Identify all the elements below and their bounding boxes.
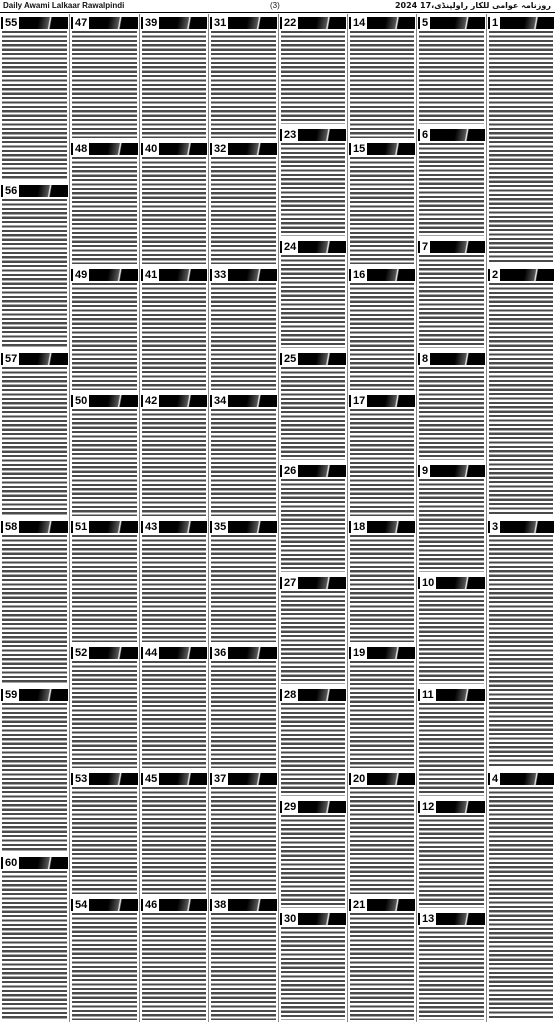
column-7 bbox=[416, 14, 486, 1022]
column-6 bbox=[347, 14, 416, 1022]
ad-number-banner bbox=[141, 395, 207, 407]
ad-number: 45 bbox=[145, 773, 158, 785]
ad-number: 41 bbox=[145, 269, 158, 281]
ad-number: 39 bbox=[145, 17, 158, 29]
ad-number: 50 bbox=[75, 395, 88, 407]
ad-text-lines bbox=[72, 283, 137, 390]
ad-number-banner bbox=[349, 899, 415, 911]
ad-number-banner bbox=[418, 801, 485, 813]
ad-number: 19 bbox=[353, 647, 366, 659]
ad-number: 1 bbox=[492, 17, 499, 29]
ad-text-lines bbox=[281, 591, 345, 684]
column-4 bbox=[208, 14, 278, 1022]
classified-ad bbox=[0, 686, 69, 854]
classified-ad bbox=[0, 182, 69, 350]
ad-number-banner bbox=[141, 899, 207, 911]
ad-text-lines bbox=[2, 871, 67, 1020]
ad-number-banner bbox=[349, 143, 415, 155]
classified-ad bbox=[487, 266, 555, 518]
column-1 bbox=[0, 14, 69, 1022]
ad-number-banner bbox=[71, 269, 138, 281]
classified-ad bbox=[279, 910, 347, 1022]
ad-text-lines bbox=[419, 367, 484, 460]
ad-number: 32 bbox=[214, 143, 227, 155]
ad-number: 51 bbox=[75, 521, 88, 533]
ad-text-lines bbox=[211, 535, 276, 642]
classified-ad bbox=[348, 140, 416, 266]
classified-ad bbox=[209, 896, 278, 1022]
ad-text-lines bbox=[2, 703, 67, 852]
classified-ad bbox=[140, 644, 208, 770]
classified-ad bbox=[209, 392, 278, 518]
classified-ad bbox=[417, 238, 486, 350]
ad-text-lines bbox=[350, 787, 414, 894]
ad-number: 49 bbox=[75, 269, 88, 281]
ad-number-banner bbox=[488, 269, 554, 281]
ad-number-banner bbox=[71, 143, 138, 155]
classified-ad bbox=[279, 686, 347, 798]
ad-number: 10 bbox=[422, 577, 435, 589]
ad-number: 20 bbox=[353, 773, 366, 785]
ad-text-lines bbox=[211, 157, 276, 264]
classified-ad bbox=[417, 574, 486, 686]
classified-ad bbox=[0, 14, 69, 182]
ad-number: 58 bbox=[5, 521, 18, 533]
ad-number: 33 bbox=[214, 269, 227, 281]
ad-text-lines bbox=[142, 31, 206, 138]
classified-ad bbox=[70, 266, 139, 392]
ad-number: 55 bbox=[5, 17, 18, 29]
ad-text-lines bbox=[350, 913, 414, 1020]
ad-number-banner bbox=[280, 465, 346, 477]
ad-number: 37 bbox=[214, 773, 227, 785]
ad-number-banner bbox=[1, 17, 68, 29]
ad-number-banner bbox=[280, 801, 346, 813]
ad-number: 14 bbox=[353, 17, 366, 29]
classified-ad bbox=[140, 266, 208, 392]
ad-text-lines bbox=[281, 703, 345, 796]
classified-ad bbox=[279, 238, 347, 350]
classified-ad bbox=[140, 518, 208, 644]
ad-text-lines bbox=[281, 255, 345, 348]
newspaper-title: Daily Awami Lalkaar Rawalpindi bbox=[3, 1, 125, 10]
ad-number: 42 bbox=[145, 395, 158, 407]
header-rule bbox=[0, 12, 555, 13]
column-5 bbox=[278, 14, 347, 1022]
ad-number: 11 bbox=[422, 689, 434, 701]
page-header bbox=[0, 0, 555, 12]
ad-number: 46 bbox=[145, 899, 158, 911]
ad-number-banner bbox=[488, 773, 554, 785]
ad-number-banner bbox=[418, 241, 485, 253]
ad-number-banner bbox=[349, 647, 415, 659]
ad-number: 54 bbox=[75, 899, 88, 911]
classified-ad bbox=[279, 126, 347, 238]
ad-text-lines bbox=[211, 409, 276, 516]
ad-text-lines bbox=[2, 31, 67, 180]
ad-text-lines bbox=[419, 591, 484, 684]
ad-text-lines bbox=[419, 255, 484, 348]
ad-number-banner bbox=[488, 521, 554, 533]
ad-number-banner bbox=[210, 773, 277, 785]
ad-number-banner bbox=[71, 899, 138, 911]
ad-number-banner bbox=[1, 857, 68, 869]
ad-number: 40 bbox=[145, 143, 158, 155]
ad-number: 12 bbox=[422, 801, 435, 813]
ad-text-lines bbox=[211, 913, 276, 1020]
classified-ad bbox=[417, 798, 486, 910]
ad-text-lines bbox=[142, 913, 206, 1020]
classified-ad bbox=[70, 518, 139, 644]
ad-text-lines bbox=[281, 367, 345, 460]
ad-number: 27 bbox=[284, 577, 297, 589]
ad-number: 9 bbox=[422, 465, 429, 477]
classified-ad bbox=[209, 140, 278, 266]
ad-number-banner bbox=[418, 577, 485, 589]
classified-ad bbox=[348, 14, 416, 140]
ad-number: 4 bbox=[492, 773, 499, 785]
ad-number-banner bbox=[418, 353, 485, 365]
ad-text-lines bbox=[72, 157, 137, 264]
ad-text-lines bbox=[142, 787, 206, 894]
ad-text-lines bbox=[350, 31, 414, 138]
ad-number: 18 bbox=[353, 521, 366, 533]
ad-number: 47 bbox=[75, 17, 88, 29]
classified-ad bbox=[487, 14, 555, 266]
ad-text-lines bbox=[72, 535, 137, 642]
classified-ad bbox=[140, 140, 208, 266]
ad-number: 3 bbox=[492, 521, 499, 533]
classified-ad bbox=[348, 896, 416, 1022]
ad-text-lines bbox=[350, 283, 414, 390]
ad-number-banner bbox=[1, 689, 68, 701]
ad-text-lines bbox=[72, 913, 137, 1020]
ad-number: 59 bbox=[5, 689, 18, 701]
ad-number: 48 bbox=[75, 143, 88, 155]
ad-text-lines bbox=[281, 31, 345, 124]
classified-ad bbox=[279, 798, 347, 910]
ad-number: 23 bbox=[284, 129, 297, 141]
ad-number-banner bbox=[418, 913, 485, 925]
ad-number-banner bbox=[141, 521, 207, 533]
ad-number: 15 bbox=[353, 143, 366, 155]
ad-number: 22 bbox=[284, 17, 297, 29]
ad-text-lines bbox=[489, 535, 553, 768]
ad-text-lines bbox=[281, 479, 345, 572]
ad-number: 16 bbox=[353, 269, 366, 281]
ad-text-lines bbox=[419, 31, 484, 124]
ad-text-lines bbox=[419, 143, 484, 236]
ad-number: 56 bbox=[5, 185, 18, 197]
ad-text-lines bbox=[72, 31, 137, 138]
ad-number: 24 bbox=[284, 241, 297, 253]
ad-number-banner bbox=[280, 17, 346, 29]
ad-number-banner bbox=[349, 269, 415, 281]
ad-text-lines bbox=[419, 927, 484, 1020]
ad-number: 26 bbox=[284, 465, 297, 477]
ad-number: 53 bbox=[75, 773, 88, 785]
ad-text-lines bbox=[72, 787, 137, 894]
ad-number: 13 bbox=[422, 913, 435, 925]
ad-number-banner bbox=[210, 647, 277, 659]
ad-number: 8 bbox=[422, 353, 429, 365]
ad-number: 6 bbox=[422, 129, 429, 141]
ad-number-banner bbox=[141, 17, 207, 29]
column-8 bbox=[486, 14, 555, 1022]
classified-ad bbox=[279, 574, 347, 686]
ad-number: 21 bbox=[353, 899, 366, 911]
ad-text-lines bbox=[350, 409, 414, 516]
ad-text-lines bbox=[72, 661, 137, 768]
ad-text-lines bbox=[142, 283, 206, 390]
ad-text-lines bbox=[2, 199, 67, 348]
ad-number-banner bbox=[280, 689, 346, 701]
classified-ad bbox=[279, 462, 347, 574]
classified-ad bbox=[417, 14, 486, 126]
classified-ad bbox=[417, 686, 486, 798]
ad-text-lines bbox=[281, 815, 345, 908]
ad-number: 7 bbox=[422, 241, 429, 253]
ad-text-lines bbox=[142, 409, 206, 516]
ad-number: 17 bbox=[353, 395, 366, 407]
ad-number-banner bbox=[71, 647, 138, 659]
classified-ad bbox=[348, 518, 416, 644]
ad-number: 60 bbox=[5, 857, 18, 869]
urdu-masthead-date: روزنامہ عوامی للکار راولپنڈی،17 2024 bbox=[394, 1, 551, 10]
classified-ad bbox=[140, 14, 208, 140]
ad-number: 44 bbox=[145, 647, 158, 659]
column-2 bbox=[69, 14, 139, 1022]
ad-number-banner bbox=[71, 521, 138, 533]
ad-number-banner bbox=[349, 395, 415, 407]
classified-ad bbox=[70, 644, 139, 770]
ad-number-banner bbox=[418, 689, 485, 701]
page-number: (3) bbox=[270, 1, 280, 10]
classified-ad bbox=[209, 770, 278, 896]
classified-ad bbox=[348, 266, 416, 392]
ad-number-banner bbox=[280, 241, 346, 253]
ad-text-lines bbox=[142, 535, 206, 642]
ad-number: 36 bbox=[214, 647, 227, 659]
ad-number: 2 bbox=[492, 269, 499, 281]
ad-text-lines bbox=[489, 283, 553, 516]
ad-text-lines bbox=[211, 787, 276, 894]
ad-number-banner bbox=[488, 17, 554, 29]
ad-text-lines bbox=[489, 787, 553, 1020]
ad-text-lines bbox=[211, 31, 276, 138]
ad-number-banner bbox=[280, 353, 346, 365]
ad-text-lines bbox=[419, 703, 484, 796]
ad-number: 38 bbox=[214, 899, 227, 911]
ad-number-banner bbox=[418, 129, 485, 141]
classified-ad bbox=[417, 350, 486, 462]
classified-ad bbox=[279, 350, 347, 462]
ad-number: 35 bbox=[214, 521, 227, 533]
ad-number: 25 bbox=[284, 353, 297, 365]
ad-text-lines bbox=[72, 409, 137, 516]
classified-ad bbox=[279, 14, 347, 126]
ad-text-lines bbox=[2, 535, 67, 684]
ad-number-banner bbox=[1, 353, 68, 365]
ad-number-banner bbox=[349, 773, 415, 785]
ad-number-banner bbox=[349, 521, 415, 533]
ad-number-banner bbox=[71, 773, 138, 785]
ad-number-banner bbox=[210, 899, 277, 911]
classified-ad bbox=[348, 644, 416, 770]
ad-number-banner bbox=[210, 521, 277, 533]
classified-ad bbox=[417, 462, 486, 574]
ad-text-lines bbox=[142, 661, 206, 768]
classified-ad bbox=[0, 854, 69, 1022]
ad-text-lines bbox=[419, 815, 484, 908]
ad-number: 5 bbox=[422, 17, 429, 29]
ad-number: 34 bbox=[214, 395, 227, 407]
classified-ad bbox=[487, 770, 555, 1022]
ad-number-banner bbox=[1, 185, 68, 197]
ad-text-lines bbox=[142, 157, 206, 264]
classified-ad bbox=[70, 770, 139, 896]
ad-number: 28 bbox=[284, 689, 297, 701]
ad-number-banner bbox=[418, 465, 485, 477]
ad-text-lines bbox=[350, 535, 414, 642]
ad-text-lines bbox=[281, 927, 345, 1020]
classified-ad bbox=[417, 910, 486, 1022]
ad-number: 30 bbox=[284, 913, 297, 925]
classified-ad bbox=[209, 266, 278, 392]
ad-number: 31 bbox=[214, 17, 227, 29]
ad-number: 29 bbox=[284, 801, 297, 813]
ad-number-banner bbox=[141, 647, 207, 659]
classified-ad bbox=[70, 896, 139, 1022]
ad-text-lines bbox=[2, 367, 67, 516]
ad-number-banner bbox=[210, 17, 277, 29]
ad-number-banner bbox=[210, 269, 277, 281]
ad-text-lines bbox=[350, 661, 414, 768]
ad-number-banner bbox=[71, 395, 138, 407]
ad-text-lines bbox=[281, 143, 345, 236]
classified-ad bbox=[209, 518, 278, 644]
classified-ad bbox=[140, 770, 208, 896]
column-3 bbox=[139, 14, 208, 1022]
ad-number-banner bbox=[141, 269, 207, 281]
ad-number: 52 bbox=[75, 647, 88, 659]
classified-ad bbox=[209, 14, 278, 140]
ad-text-lines bbox=[350, 157, 414, 264]
classified-ad bbox=[348, 392, 416, 518]
ad-number-banner bbox=[280, 913, 346, 925]
ad-number-banner bbox=[349, 17, 415, 29]
classified-ad bbox=[0, 350, 69, 518]
ad-text-lines bbox=[211, 661, 276, 768]
ad-number-banner bbox=[141, 143, 207, 155]
ad-number-banner bbox=[280, 577, 346, 589]
ad-number-banner bbox=[210, 395, 277, 407]
ad-number-banner bbox=[1, 521, 68, 533]
ad-text-lines bbox=[211, 283, 276, 390]
classified-ad bbox=[209, 644, 278, 770]
ad-number: 57 bbox=[5, 353, 18, 365]
classified-ad bbox=[487, 518, 555, 770]
ad-number: 43 bbox=[145, 521, 158, 533]
ad-text-lines bbox=[489, 31, 553, 264]
classified-ad bbox=[140, 896, 208, 1022]
ad-text-lines bbox=[419, 479, 484, 572]
ad-number-banner bbox=[141, 773, 207, 785]
classified-ad bbox=[348, 770, 416, 896]
ad-number-banner bbox=[280, 129, 346, 141]
classified-ad bbox=[417, 126, 486, 238]
ad-number-banner bbox=[71, 17, 138, 29]
ad-number-banner bbox=[210, 143, 277, 155]
classified-ad bbox=[140, 392, 208, 518]
classified-ad bbox=[70, 140, 139, 266]
ad-number-banner bbox=[418, 17, 485, 29]
classified-ad bbox=[70, 392, 139, 518]
classified-ad bbox=[70, 14, 139, 140]
classified-ad bbox=[0, 518, 69, 686]
